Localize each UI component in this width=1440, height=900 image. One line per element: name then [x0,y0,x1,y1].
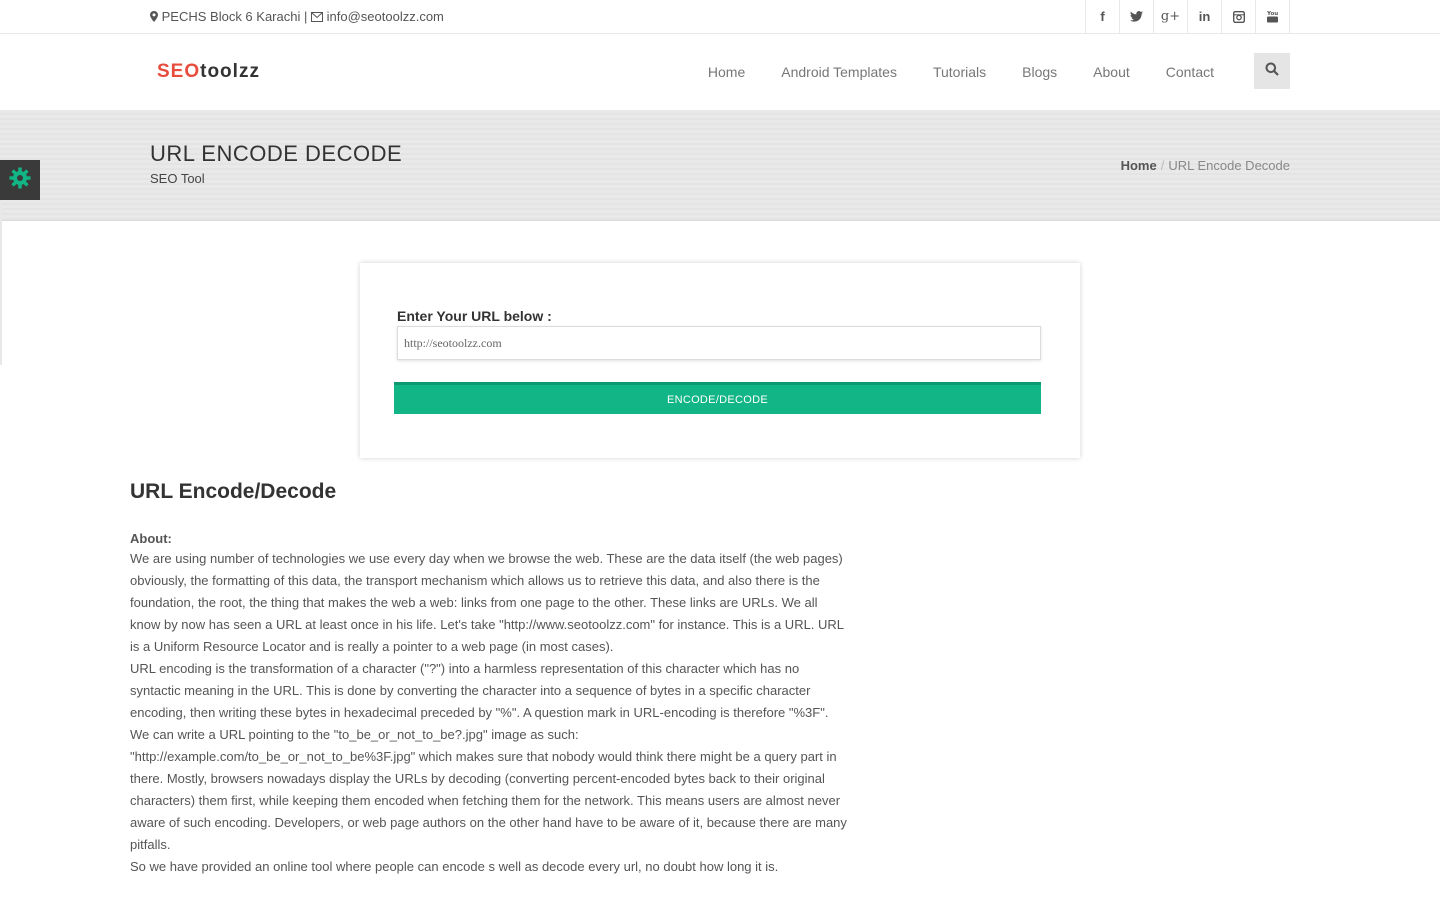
nav-blogs[interactable]: Blogs [1022,64,1058,80]
url-input-label: Enter Your URL below : [397,308,552,324]
twitter-icon[interactable] [1119,0,1153,33]
separator: | [303,9,308,24]
search-button[interactable] [1254,53,1290,89]
content-heading: URL Encode/Decode [130,480,337,503]
breadcrumb-home[interactable]: Home [1120,158,1157,173]
breadcrumb-separator: / [1160,158,1165,173]
about-paragraph-1: We are using number of technologies we use every day when we browse the web. These are the data itself (the web pages) obviously, the formatting of this data, the transport mechanism which allows us to retrieve this data, and also there is the foundation, the root, the thing that makes the web a web: links from one page to the other. These links are URLs. We all know by now has seen a URL at least once in his life. Let's take "http://www.seotoolzz.com" for instance. This is a URL. URL is a Uniform Resource Locator and is really a pointer to a web page (in most cases). [130,551,844,654]
url-input[interactable] [397,326,1041,360]
main-nav [672,64,1214,80]
google-plus-icon[interactable]: g+ [1153,0,1187,33]
nav-about[interactable]: About [1093,64,1130,80]
nav-home[interactable]: Home [707,64,746,80]
linkedin-icon[interactable]: in [1187,0,1221,33]
about-text [130,548,850,878]
style-switcher-toggle[interactable] [0,160,40,200]
site-header [0,34,1440,111]
social-links [1085,0,1290,33]
envelope-icon [311,9,323,24]
logo-toolzz: toolzz [200,61,260,82]
about-label: About: [130,531,172,546]
side-panel-edge [0,200,2,365]
about-paragraph-3: So we have provided an online tool where people can encode s well as decode every url, no doubt how long it is. [130,859,779,874]
encode-decode-button[interactable]: ENCODE/DECODE [394,382,1041,414]
map-marker-icon [150,9,158,24]
nav-android-templates[interactable]: Android Templates [781,64,897,80]
url-tool-card [360,263,1080,458]
page-title-band [0,110,1440,221]
contact-info [150,9,444,24]
search-icon [1265,62,1279,81]
gear-icon [9,167,31,194]
youtube-icon[interactable] [1255,0,1290,33]
logo-seo: SEO [157,61,201,82]
address-text: PECHS Block 6 Karachi [161,9,301,24]
breadcrumb-current: URL Encode Decode [1168,158,1290,173]
email-link[interactable]: info@seotoolzz.com [326,9,444,24]
breadcrumb [1121,158,1290,173]
top-bar [0,0,1440,34]
nav-tutorials[interactable]: Tutorials [932,64,987,80]
instagram-icon[interactable] [1221,0,1255,33]
site-logo[interactable] [157,61,260,83]
svg-text:You: You [1267,11,1278,17]
nav-contact[interactable]: Contact [1165,64,1214,80]
page-subtitle: SEO Tool [150,171,205,186]
page-title: URL ENCODE DECODE [150,141,403,166]
about-paragraph-2: URL encoding is the transformation of a character ("?") into a harmless representation of this character which has no syntactic meaning in the URL. This is done by converting the character into a sequence of bytes in a specific character encoding, then writing these bytes in hexadecimal preceded by "%". A question mark in URL-encoding is therefore "%3F". We can write a URL pointing to the "to_be_or_not_to_be?.jpg" image as such: "http://example.com/to_be_or_not_to_be%3F.jpg" which makes sure that nobody would think there might be a query part in there. Mostly, browsers nowadays display the URLs by decoding (converting percent-encoded bytes back to their original characters) them first, while keeping them encoded when fetching them for the network. This means users are almost never aware of such encoding. Developers, or web page authors on the other hand have to be aware of it, because there are many pitfalls. [130,661,847,852]
facebook-icon[interactable]: f [1085,0,1119,33]
